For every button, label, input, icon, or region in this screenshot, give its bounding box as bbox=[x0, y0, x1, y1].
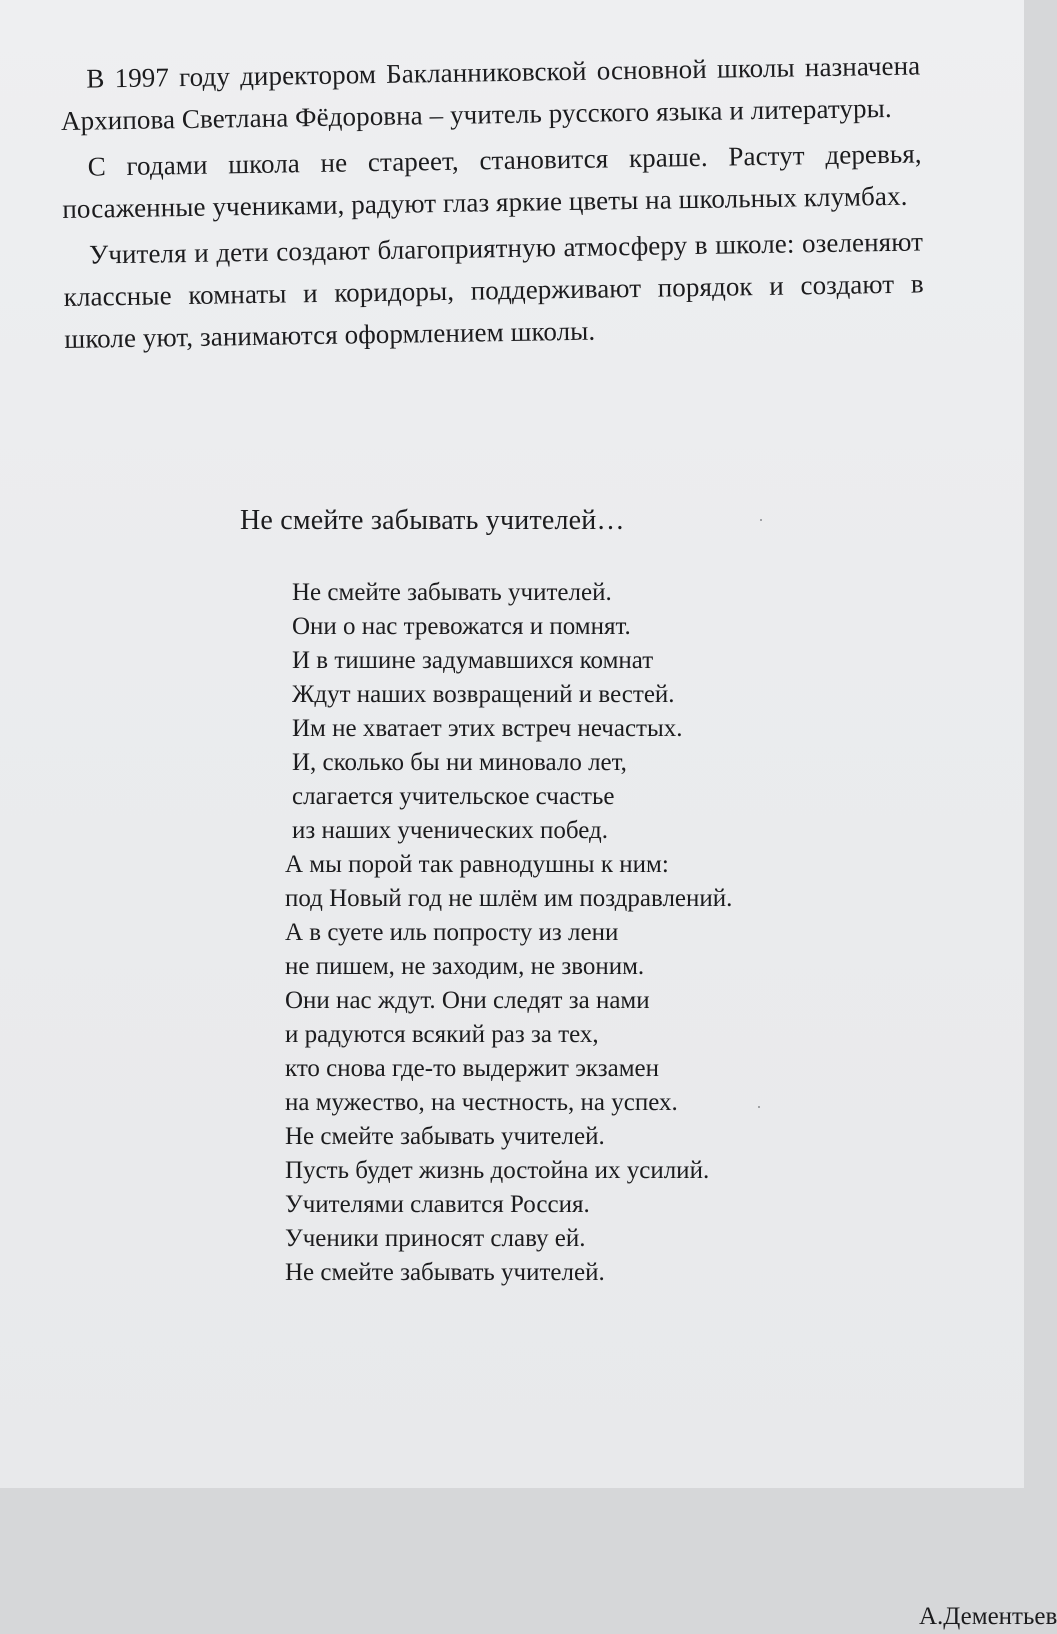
poem-line: Не смейте забывать учителей. bbox=[292, 579, 612, 606]
paragraph: Учителя и дети создают благоприятную атмосферу в школе: озеленяют классные комнаты и коридоры, поддерживают порядок и создают в школе уют, занимаются оформлением школы. bbox=[63, 226, 924, 354]
poem-line: на мужество, на честность, на успех. bbox=[285, 1089, 678, 1116]
poem-line: Учителями славится Россия. bbox=[285, 1191, 590, 1218]
poem-line: И в тишине задумавшихся комнат bbox=[292, 647, 654, 674]
poem-line: Ждут наших возвращений и вестей. bbox=[292, 681, 675, 708]
poem-line: не пишем, не заходим, не звоним. bbox=[285, 953, 645, 980]
poem-line: слагается учительское счастье bbox=[292, 783, 615, 810]
paper-speck bbox=[758, 1106, 760, 1108]
poem-line: Ученики приносят славу ей. bbox=[285, 1225, 586, 1252]
poem-line: кто снова где-то выдержит экзамен bbox=[285, 1055, 660, 1082]
poem-line: А в суете иль попросту из лени bbox=[285, 919, 619, 946]
poem-title: Не смейте забывать учителей… bbox=[240, 505, 625, 536]
poem-line: из наших ученических побед. bbox=[292, 817, 608, 844]
intro-text bbox=[60, 44, 925, 363]
paper-speck bbox=[760, 519, 762, 521]
poem-line: Они нас ждут. Они следят за нами bbox=[285, 987, 650, 1014]
poem-line: И, сколько бы ни миновало лет, bbox=[292, 749, 627, 776]
poem-line: Не смейте забывать учителей. bbox=[285, 1123, 605, 1150]
poem-line: А мы порой так равнодушны к ним: bbox=[285, 851, 669, 878]
poem-line: Не смейте забывать учителей. bbox=[285, 1259, 605, 1286]
poem-author: А.Дементьев bbox=[919, 1603, 1057, 1630]
poem-line: под Новый год не шлём им поздравлений. bbox=[285, 885, 733, 912]
paragraph: С годами школа не стареет, становится краше. Растут деревья, посаженные учениками, радуют глаз яркие цветы на школьных клумбах. bbox=[62, 138, 922, 224]
poem-line: Они о нас тревожатся и помнят. bbox=[292, 613, 631, 640]
poem-line: и радуются всякий раз за тех, bbox=[285, 1021, 599, 1048]
poem-line: Им не хватает этих встреч нечастых. bbox=[292, 715, 683, 742]
paragraph: В 1997 году директором Бакланниковской основной школы назначена Архипова Светлана Фёдоровна – учитель русского языка и литературы. bbox=[60, 50, 921, 136]
poem bbox=[285, 576, 1057, 1630]
poem-line: Пусть будет жизнь достойна их усилий. bbox=[285, 1157, 710, 1184]
